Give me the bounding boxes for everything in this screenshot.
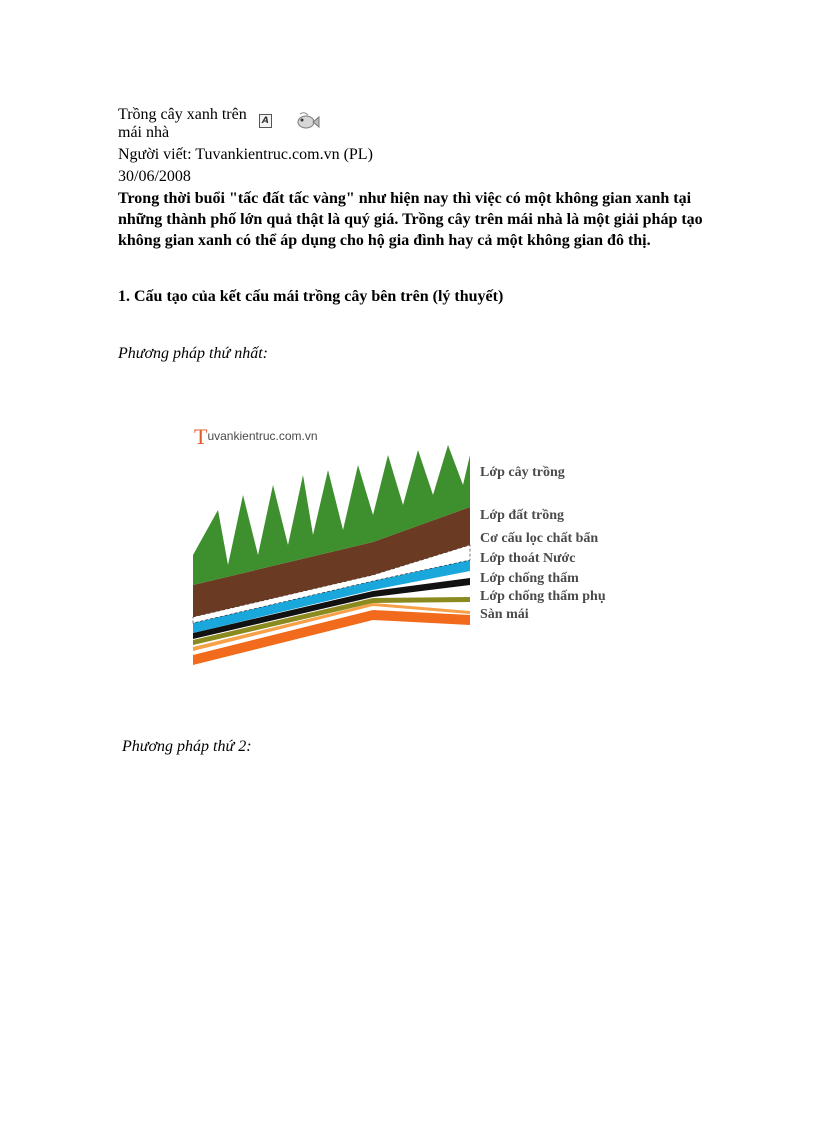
layer-label-plants: Lớp cây trồng bbox=[480, 465, 565, 480]
layer-label-filter: Cơ cấu lọc chất bẩn bbox=[480, 531, 599, 546]
method-2-label: Phương pháp thứ 2: bbox=[122, 738, 252, 755]
brand-rest: uvankientruc.com.vn bbox=[207, 429, 318, 443]
layer-label-soil: Lớp đất trồng bbox=[480, 508, 564, 523]
fish-icon bbox=[294, 110, 320, 132]
article-author: Người viết: Tuvankientruc.com.vn (PL) bbox=[118, 146, 373, 163]
article-date: 30/06/2008 bbox=[118, 168, 191, 185]
layer-label-slab: Sàn mái bbox=[480, 607, 529, 622]
layer-label-waterproof: Lớp chống thấm bbox=[480, 571, 579, 586]
brand-initial: T bbox=[194, 424, 208, 449]
article-intro: Trong thời buổi "tấc đất tấc vàng" như hiện nay thì việc có một không gian xanh tại những thành phố lớn quả thật là quý giá. Trồng cây trên mái nhà là một giải pháp tạo không gian xanh có thể áp dụng cho hộ gia đình hay cả một không gian đô thị. bbox=[118, 190, 703, 249]
roof-garden-diagram bbox=[188, 415, 628, 665]
article-title: Trồng cây xanh trên mái nhà bbox=[118, 106, 247, 141]
layer-label-drain: Lớp thoát Nước bbox=[480, 551, 576, 566]
layer-label-waterproof-aux: Lớp chống thấm phụ bbox=[480, 589, 606, 604]
section-heading: 1. Cấu tạo của kết cấu mái trồng cây bên trên (lý thuyết) bbox=[118, 288, 504, 305]
text-icon: A bbox=[259, 114, 272, 128]
method-1-label: Phương pháp thứ nhất: bbox=[118, 345, 268, 362]
